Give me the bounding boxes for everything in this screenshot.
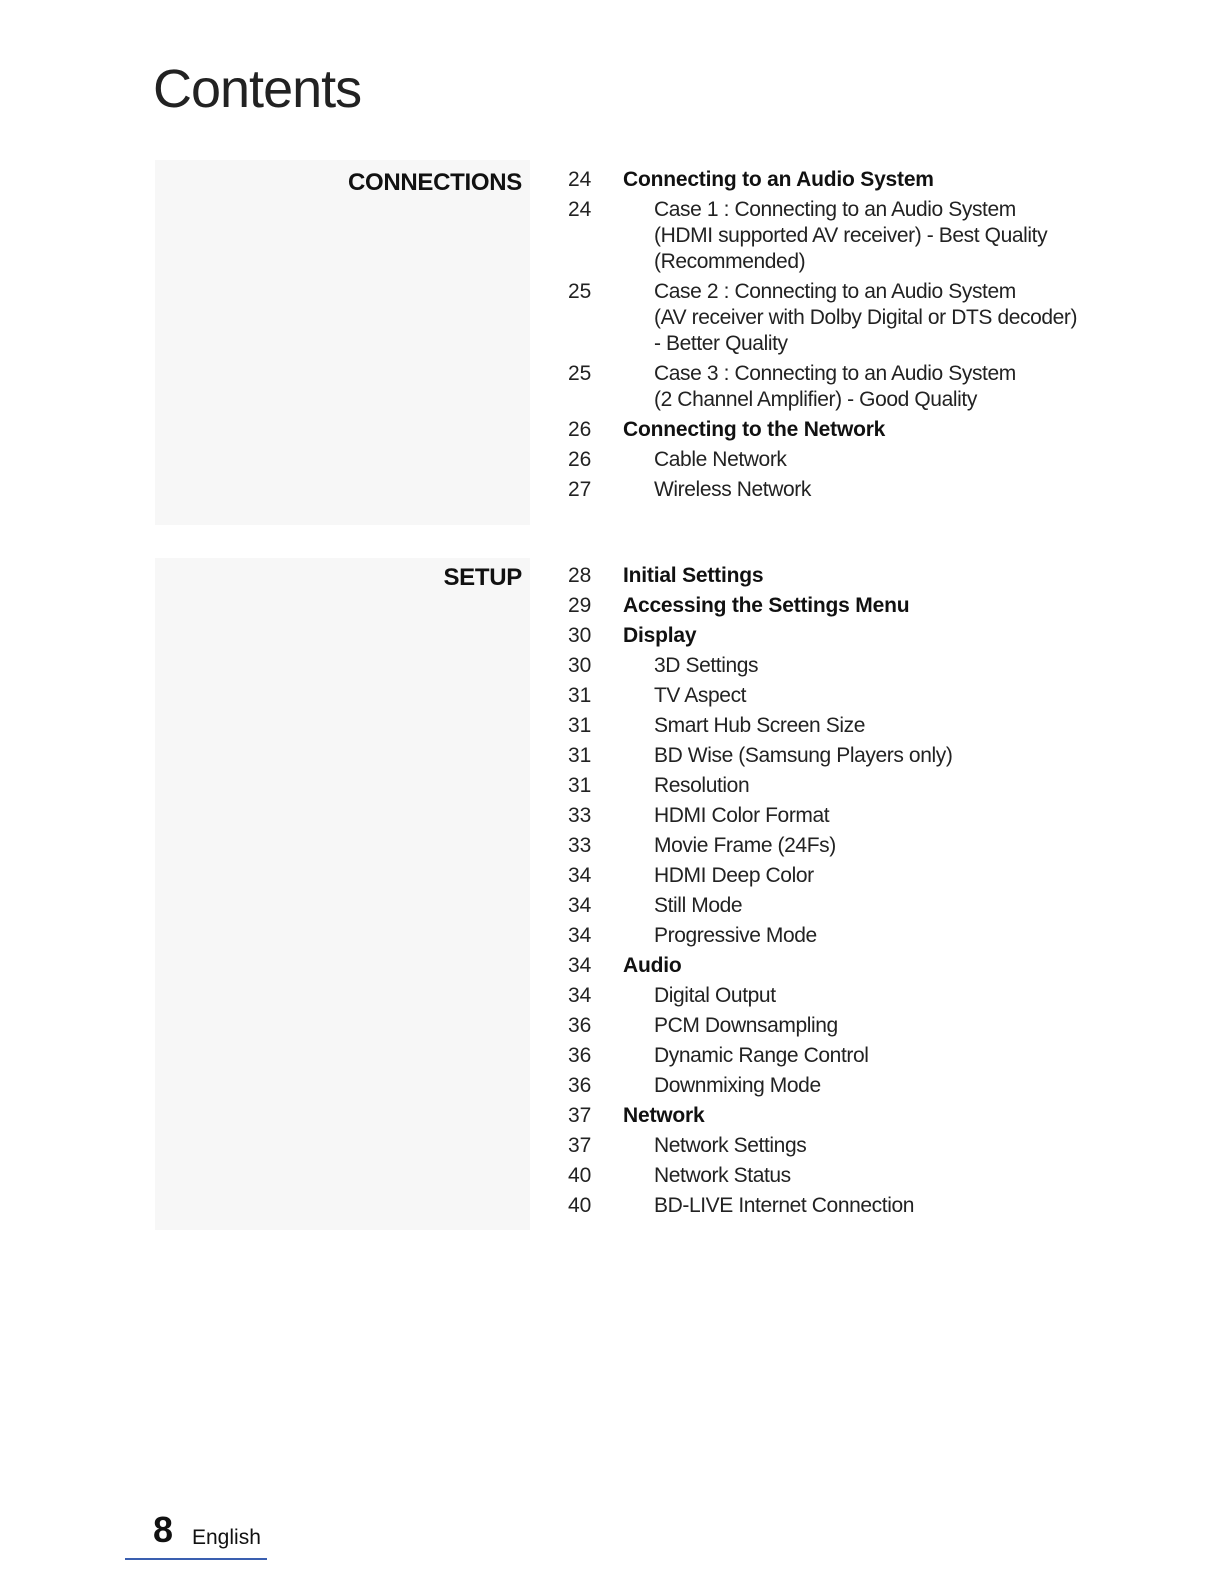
toc-subitem-text: Dynamic Range Control bbox=[654, 1044, 869, 1067]
toc-page-number: 33 bbox=[568, 804, 592, 827]
page-title: Contents bbox=[153, 59, 362, 119]
toc-subitem-row bbox=[568, 1133, 1188, 1159]
toc-page-number: 25 bbox=[568, 280, 592, 303]
toc-subitem-text: Network Settings bbox=[654, 1134, 807, 1157]
toc-page-number: 31 bbox=[568, 744, 592, 767]
toc-subitem-text: Movie Frame (24Fs) bbox=[654, 834, 836, 857]
toc-page-number: 31 bbox=[568, 774, 592, 797]
toc-subitem-text: BD Wise (Samsung Players only) bbox=[654, 744, 953, 767]
toc-page-number: 26 bbox=[568, 448, 592, 471]
toc-page-number: 26 bbox=[568, 418, 592, 441]
toc-subitem-row bbox=[568, 361, 1188, 413]
toc-subitem-text: Still Mode bbox=[654, 894, 743, 917]
toc-subitem-row bbox=[568, 923, 1188, 949]
toc-page-number: 27 bbox=[568, 478, 592, 501]
toc-subitem-text: 3D Settings bbox=[654, 654, 759, 677]
toc-subitem-row bbox=[568, 713, 1188, 739]
toc-subitem-text: HDMI Deep Color bbox=[654, 864, 814, 887]
toc-page-number: 34 bbox=[568, 894, 592, 917]
toc-heading-row bbox=[568, 593, 1188, 619]
toc-heading-text: Connecting to the Network bbox=[623, 418, 886, 441]
toc-subitem-text: PCM Downsampling bbox=[654, 1014, 838, 1037]
toc-subitem-row bbox=[568, 1073, 1188, 1099]
toc-page-number: 33 bbox=[568, 834, 592, 857]
toc-subitem-row bbox=[568, 197, 1188, 275]
toc-subitem-text: HDMI Color Format bbox=[654, 804, 830, 827]
toc-heading-text: Accessing the Settings Menu bbox=[623, 594, 910, 617]
footer-language: English bbox=[192, 1526, 261, 1549]
toc-subitem-row bbox=[568, 1013, 1188, 1039]
toc-heading-text: Display bbox=[623, 624, 697, 647]
toc-subitem-row bbox=[568, 833, 1188, 859]
toc-page-number: 31 bbox=[568, 684, 592, 707]
toc-subitem-text: Cable Network bbox=[654, 448, 787, 471]
toc-page-number: 30 bbox=[568, 654, 592, 677]
toc-page-number: 37 bbox=[568, 1104, 592, 1127]
toc-heading-row bbox=[568, 1103, 1188, 1129]
toc-subitem-text: TV Aspect bbox=[654, 684, 747, 707]
section-shade-setup bbox=[155, 558, 530, 1230]
toc-subitem-text: Progressive Mode bbox=[654, 924, 817, 947]
toc-heading-row bbox=[568, 563, 1188, 589]
toc-subitem-row bbox=[568, 683, 1188, 709]
toc-heading-text: Initial Settings bbox=[623, 564, 764, 587]
toc-subitem-row bbox=[568, 773, 1188, 799]
toc-heading-row bbox=[568, 953, 1188, 979]
toc-subitem-text: Downmixing Mode bbox=[654, 1074, 821, 1097]
toc-subitem-row bbox=[568, 983, 1188, 1009]
footer-page-number: 8 bbox=[153, 1509, 174, 1550]
toc-subitem-text: Case 3 : Connecting to an Audio System (2 Channel Amplifier) - Good Quality bbox=[654, 362, 1016, 411]
toc-heading-text: Audio bbox=[623, 954, 682, 977]
toc-page-number: 40 bbox=[568, 1164, 592, 1187]
toc-page-number: 30 bbox=[568, 624, 592, 647]
toc-page-number: 36 bbox=[568, 1074, 592, 1097]
section-label-setup: SETUP bbox=[443, 564, 522, 591]
toc-heading-row bbox=[568, 417, 1188, 443]
toc-subitem-row bbox=[568, 653, 1188, 679]
toc-subitem-text: Resolution bbox=[654, 774, 750, 797]
toc-heading-row bbox=[568, 167, 1188, 193]
toc-subitem-row bbox=[568, 803, 1188, 829]
toc-subitem-row bbox=[568, 279, 1188, 357]
toc-subitem-row bbox=[568, 863, 1188, 889]
section-shade-connections bbox=[155, 160, 530, 525]
toc-page-number: 34 bbox=[568, 984, 592, 1007]
toc-page-number: 31 bbox=[568, 714, 592, 737]
toc-page-number: 37 bbox=[568, 1134, 592, 1157]
toc-subitem-text: Smart Hub Screen Size bbox=[654, 714, 866, 737]
toc-page-number: 34 bbox=[568, 954, 592, 977]
toc-connections bbox=[568, 167, 1188, 507]
toc-page-number: 24 bbox=[568, 198, 592, 221]
toc-subitem-row bbox=[568, 893, 1188, 919]
toc-subitem-row bbox=[568, 1043, 1188, 1069]
toc-subitem-text: Wireless Network bbox=[654, 478, 811, 501]
toc-setup bbox=[568, 563, 1188, 1223]
section-label-connections: CONNECTIONS bbox=[347, 169, 522, 196]
toc-page-number: 36 bbox=[568, 1014, 592, 1037]
footer-rule bbox=[125, 1558, 267, 1560]
toc-heading-row bbox=[568, 623, 1188, 649]
toc-subitem-row bbox=[568, 477, 1188, 503]
toc-heading-text: Network bbox=[623, 1104, 705, 1127]
toc-page-number: 36 bbox=[568, 1044, 592, 1067]
toc-page-number: 40 bbox=[568, 1194, 592, 1217]
toc-subitem-row bbox=[568, 743, 1188, 769]
toc-subitem-row bbox=[568, 1163, 1188, 1189]
toc-page-number: 34 bbox=[568, 924, 592, 947]
toc-subitem-text: Network Status bbox=[654, 1164, 791, 1187]
toc-subitem-text: Case 2 : Connecting to an Audio System (AV receiver with Dolby Digital or DTS decoder) - Better Quality bbox=[654, 280, 1078, 355]
toc-subitem-row bbox=[568, 1193, 1188, 1219]
toc-subitem-row bbox=[568, 447, 1188, 473]
toc-page-number: 29 bbox=[568, 594, 592, 617]
toc-page-number: 25 bbox=[568, 362, 592, 385]
toc-heading-text: Connecting to an Audio System bbox=[623, 168, 934, 191]
toc-subitem-text: BD-LIVE Internet Connection bbox=[654, 1194, 915, 1217]
toc-subitem-text: Case 1 : Connecting to an Audio System (HDMI supported AV receiver) - Best Quality (Recommended) bbox=[654, 198, 1048, 273]
toc-page-number: 28 bbox=[568, 564, 592, 587]
toc-subitem-text: Digital Output bbox=[654, 984, 776, 1007]
toc-page-number: 24 bbox=[568, 168, 592, 191]
toc-page-number: 34 bbox=[568, 864, 592, 887]
